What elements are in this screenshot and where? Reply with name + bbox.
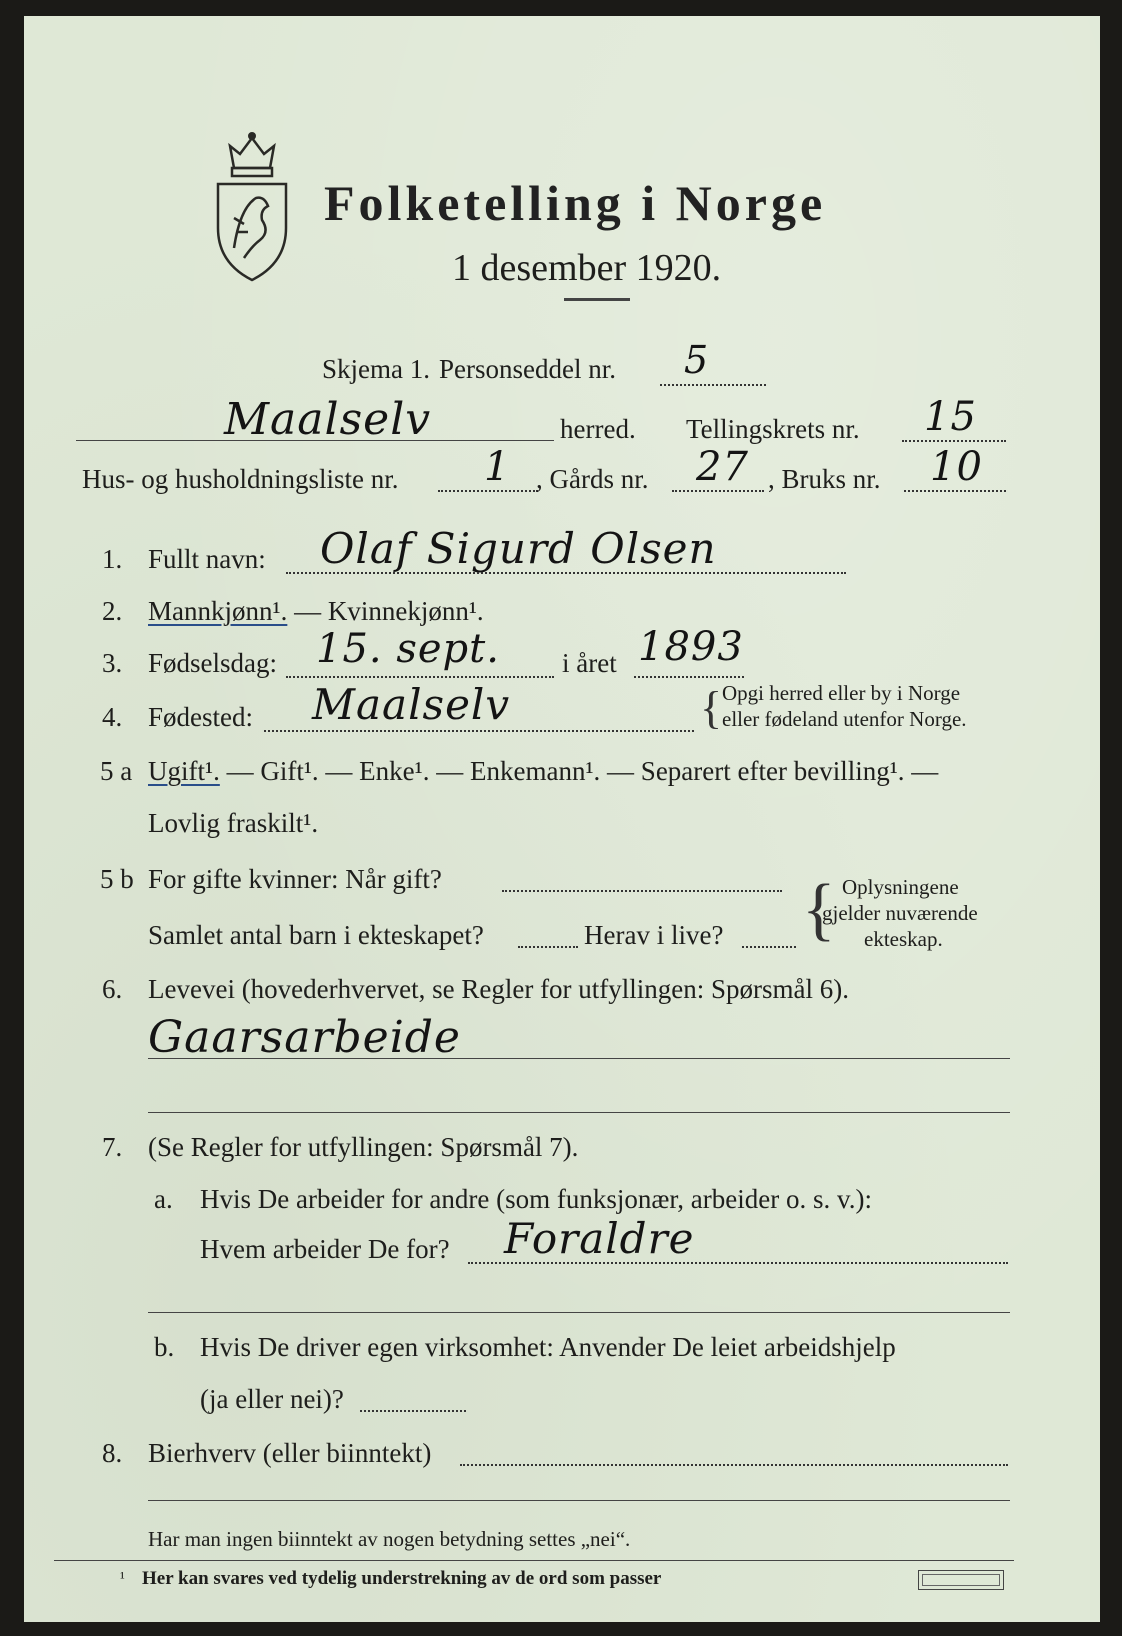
coat-of-arms-emblem: [204, 128, 300, 288]
q4-line: [264, 730, 694, 732]
q1-label: Fullt navn:: [148, 544, 266, 574]
personseddel-label: Personseddel nr.: [439, 354, 616, 384]
q3-line: [286, 676, 554, 678]
q5b-note-line1: Oplysningene: [842, 875, 959, 899]
q1-full-name-value[interactable]: Olaf Sigurd Olsen: [320, 524, 717, 573]
q5b-note-line3: ekteskap.: [864, 927, 943, 951]
footer-divider: [54, 1560, 1014, 1561]
q4-label: Fødested:: [148, 702, 253, 732]
printer-stamp: [918, 1570, 1004, 1590]
census-form-sheet: [24, 16, 1100, 1622]
q5b-alive-line[interactable]: [742, 946, 796, 948]
q7a-line: [468, 1262, 1008, 1264]
q6-number: 6.: [102, 974, 123, 1004]
herred-line: [76, 440, 554, 441]
q5b-when-line[interactable]: [502, 890, 782, 892]
tellingskrets-label: Tellingskrets nr.: [686, 414, 860, 444]
husliste-line: [438, 490, 538, 492]
herred-value[interactable]: Maalselv: [224, 394, 432, 445]
q5a-line2[interactable]: Lovlig fraskilt¹.: [148, 808, 319, 838]
q1-line: [286, 572, 846, 574]
q8-label: Bierhverv (eller biinntekt): [148, 1438, 432, 1468]
q7b-number: b.: [154, 1332, 175, 1362]
q8-number: 8.: [102, 1438, 123, 1468]
q5b-number: 5 b: [100, 864, 134, 894]
q4-number: 4.: [102, 702, 123, 732]
footnote-mark: ¹: [120, 1570, 125, 1587]
q6-occupation-value[interactable]: Gaarsarbeide: [148, 1012, 461, 1063]
q7b-label1: Hvis De driver egen virksomhet: Anvender De leiet arbeidshjelp: [200, 1332, 896, 1362]
gards-value[interactable]: 27: [696, 444, 749, 490]
q7a-label1: Hvis De arbeider for andre (som funksjonær, arbeider o. s. v.):: [200, 1184, 872, 1214]
q8-line2[interactable]: [148, 1500, 1010, 1501]
q6-line1: [148, 1058, 1010, 1059]
q6-line2[interactable]: [148, 1112, 1010, 1113]
q5a-options: [148, 756, 938, 786]
q5b-label1: For gifte kvinner: Når gift?: [148, 864, 442, 894]
q2-gender-options: [148, 596, 484, 626]
q7-label: (Se Regler for utfyllingen: Spørsmål 7).: [148, 1132, 579, 1162]
q5b-brace: {: [802, 871, 836, 948]
herred-label: herred.: [560, 414, 636, 444]
gards-label: , Gårds nr.: [536, 464, 649, 494]
q2-female-option[interactable]: Kvinnekjønn¹.: [327, 596, 484, 626]
tellingskrets-line: [902, 440, 1006, 442]
q3-year-label: i året: [562, 648, 617, 678]
footer-note: Har man ingen biinntekt av nogen betydning settes „nei“.: [148, 1527, 631, 1551]
q7b-label2: (ja eller nei)?: [200, 1384, 344, 1414]
q5a-number: 5 a: [100, 756, 133, 786]
title-divider: [564, 298, 630, 301]
q4-brace: {: [700, 682, 723, 733]
q2-separator: —: [287, 596, 328, 626]
q8-line[interactable]: [460, 1464, 1008, 1466]
form-date: 1 desember 1920.: [452, 247, 722, 289]
husliste-value[interactable]: 1: [484, 444, 511, 490]
q3-year-value[interactable]: 1893: [638, 624, 744, 670]
gards-line: [672, 490, 764, 492]
form-title: Folketelling i Norge: [324, 175, 827, 231]
q5a-ugift-option[interactable]: Ugift¹.: [148, 756, 220, 786]
q5b-note-line2: gjelder nuværende: [822, 901, 978, 925]
husliste-label: Hus- og husholdningsliste nr.: [82, 464, 399, 494]
q7a-employer-value[interactable]: Foraldre: [504, 1214, 695, 1263]
q2-number: 2.: [102, 596, 123, 626]
personseddel-line: [660, 384, 766, 386]
q4-birthplace-value[interactable]: Maalselv: [312, 680, 511, 729]
q6-label: Levevei (hovederhvervet, se Regler for utfyllingen: Spørsmål 6).: [148, 974, 850, 1004]
q7a-number: a.: [154, 1184, 173, 1214]
bruks-line: [904, 490, 1006, 492]
skjema-label: Skjema 1.: [322, 354, 430, 384]
q3-label: Fødselsdag:: [148, 648, 278, 678]
bruks-label: , Bruks nr.: [768, 464, 881, 494]
tellingskrets-value[interactable]: 15: [924, 394, 977, 440]
q3-birthday-value[interactable]: 15. sept.: [316, 626, 500, 672]
personseddel-value[interactable]: 5: [684, 338, 710, 382]
bruks-value[interactable]: 10: [930, 444, 983, 490]
q7a-line2[interactable]: [148, 1312, 1010, 1313]
q2-male-option[interactable]: Mannkjønn¹.: [148, 596, 288, 626]
q3-number: 3.: [102, 648, 123, 678]
q7a-label2: Hvem arbeider De for?: [200, 1234, 450, 1264]
q1-number: 1.: [102, 544, 123, 574]
q7b-line[interactable]: [360, 1410, 466, 1412]
footnote-text: Her kan svares ved tydelig understrekning av de ord som passer: [142, 1568, 662, 1589]
q3-year-line: [634, 676, 744, 678]
q5b-label2: Samlet antal barn i ekteskapet?: [148, 920, 484, 950]
q4-note-line1: Opgi herred eller by i Norge: [722, 681, 961, 705]
q4-note-line2: eller fødeland utenfor Norge.: [722, 707, 967, 731]
q5b-label3: Herav i live?: [584, 920, 724, 950]
q5a-other-options[interactable]: — Gift¹. — Enke¹. — Enkemann¹. — Separert efter bevilling¹. —: [219, 756, 939, 786]
q5b-children-line[interactable]: [518, 946, 578, 948]
q7-number: 7.: [102, 1132, 123, 1162]
